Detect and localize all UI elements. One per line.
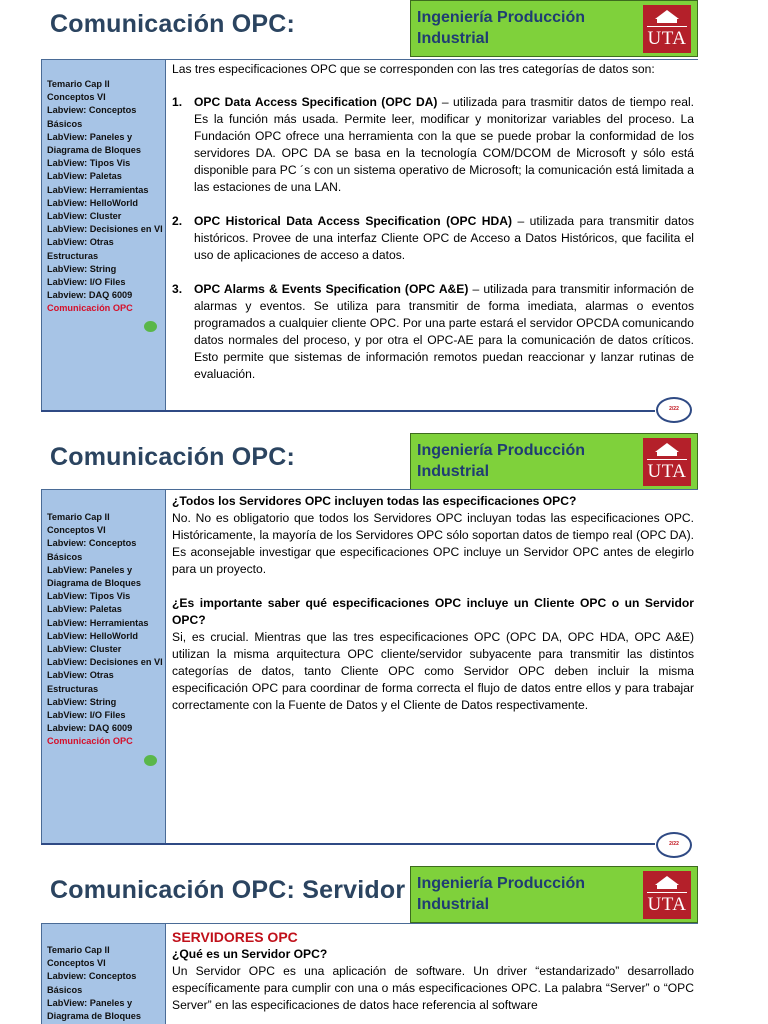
brand-text: Ingeniería Producción Industrial <box>417 875 586 913</box>
menu-list <box>47 511 163 749</box>
slide-title: Comunicación OPC: Servidor <box>50 876 406 904</box>
menu-item[interactable]: LabView: Tipos Vis <box>47 591 131 602</box>
menu-item[interactable]: LabView: Herramientas <box>47 184 149 195</box>
uta-logo: UTA <box>643 438 691 486</box>
slide-1 <box>0 0 768 433</box>
uta-logo: UTA <box>643 871 691 919</box>
menu-item[interactable]: Conceptos VI <box>47 958 106 969</box>
sidebar-menu <box>41 924 166 1024</box>
menu-item[interactable]: Labview: Conceptos Básicos <box>47 538 137 562</box>
slide-title: Comunicación OPC: <box>50 443 296 471</box>
menu-item[interactable]: LabView: Cluster <box>47 211 122 222</box>
menu-item[interactable]: LabView: Tipos Vis <box>47 158 131 169</box>
section-heading: SERVIDORES OPC <box>172 929 298 945</box>
answer: No. No es obligatorio que todos los Servidores OPC incluyan todas las especificaciones OPC. Históricamente, la mayoría de los Servidores OPC sólo soportan datos de tiempo real (OPC DA). Es aconsejable investigar que especificaciones OPC incluye un Servidor OPC antes de elegirlo para un proyecto. <box>172 511 694 576</box>
menu-item[interactable]: Conceptos VI <box>47 92 106 103</box>
menu-item[interactable]: Conceptos VI <box>47 525 106 536</box>
question: ¿Todos los Servidores OPC incluyen todas las especificaciones OPC? <box>172 494 577 508</box>
menu-item[interactable]: LabView: Cluster <box>47 644 122 655</box>
menu-item[interactable]: LabView: String <box>47 263 117 274</box>
intro-text: Las tres especificaciones OPC que se corresponden con las tres categorías de datos son: <box>172 62 655 76</box>
menu-list <box>47 944 163 1023</box>
active-indicator <box>144 755 157 766</box>
list-item: 1. OPC Data Access Specification (OPC DA) – utilizada para trasmitir datos de tiempo real. Es la función más usada. Permite leer, modificar y monitorizar variables del proceso. La Fundación OPC ofrece una herramienta con la que se puede probar la conformidad de los servidores DA. OPC DA se basa en la tecnología COM/DCOM de Microsoft y sólo está disponible para PC ´s con un sistema operativo de Microsoft; la comunicación está limitada a las estaciones de una LAN. <box>172 95 694 194</box>
menu-item[interactable]: Temario Cap II <box>47 512 110 522</box>
menu-item[interactable]: LabView: String <box>47 696 117 707</box>
answer: Si, es crucial. Mientras que las tres especificaciones OPC (OPC DA, OPC HDA, OPC A&E) utilizan la misma arquitectura OPC cliente/servidor subyacente para transmitir las distintos categorías de datos, tanto Cliente OPC como Servidor OPC deben incluir la misma especificación OPC para coordinar de forma correcta el flujo de datos entre ellos y para trabajar correctamente con la Fuente de Datos y el Cliente de Datos respectivamente. <box>172 630 694 712</box>
page-number: 2/22 <box>656 397 692 423</box>
sidebar-menu <box>41 490 166 844</box>
menu-item[interactable]: Temario Cap II <box>47 945 110 955</box>
brand-box <box>410 433 698 490</box>
menu-item[interactable]: LabView: Paletas <box>47 171 122 182</box>
menu-item[interactable]: LabView: I/O Files <box>47 710 126 721</box>
menu-item[interactable]: LabView: Herramientas <box>47 617 149 628</box>
menu-item[interactable]: Labview: DAQ 6009 <box>47 723 133 734</box>
sidebar-menu <box>41 60 166 411</box>
active-indicator <box>144 321 157 332</box>
menu-item[interactable]: LabView: Otras Estructuras <box>47 237 114 261</box>
menu-item[interactable]: LabView: Decisiones en VI <box>47 224 163 235</box>
menu-item[interactable]: LabView: HelloWorld <box>47 197 139 208</box>
slide-title: Comunicación OPC: <box>50 10 296 38</box>
brand-box <box>410 0 698 57</box>
brand-text: Ingeniería Producción Industrial <box>417 9 586 47</box>
menu-item[interactable]: LabView: HelloWorld <box>47 630 139 641</box>
brand-text: Ingeniería Producción Industrial <box>417 442 586 480</box>
list-item: 2. OPC Historical Data Access Specification (OPC HDA) – utilizada para transmitir datos históricos. Provee de una interfaz Cliente OPC de Acceso a Datos Históricos, que facilita el uso de aplicaciones de acceso a datos. <box>172 214 694 262</box>
slide-content <box>172 493 694 714</box>
menu-item[interactable]: LabView: Paneles y Diagrama de Bloques <box>47 997 141 1022</box>
menu-item[interactable]: LabView: I/O Files <box>47 277 126 288</box>
slide-3 <box>0 866 768 1024</box>
menu-list <box>47 78 163 316</box>
menu-item[interactable]: Temario Cap II <box>47 79 110 89</box>
menu-item[interactable]: LabView: Paneles y Diagrama de Bloques <box>47 564 141 589</box>
menu-item[interactable]: LabView: Otras Estructuras <box>47 670 114 694</box>
menu-item-active[interactable]: Comunicación OPC <box>47 303 133 314</box>
slide-2 <box>0 433 768 866</box>
brand-box <box>410 866 698 923</box>
menu-item[interactable]: LabView: Paletas <box>47 604 122 615</box>
menu-item[interactable]: LabView: Paneles y Diagrama de Bloques <box>47 131 141 156</box>
slide-content <box>172 61 694 383</box>
question: ¿Es importante saber qué especificaciones OPC incluye un Cliente OPC o un Servidor OPC? <box>172 596 694 627</box>
menu-item-active[interactable]: Comunicación OPC <box>47 736 133 747</box>
answer: Un Servidor OPC es una aplicación de software. Un driver “estandarizado” desarrollado específicamente para cumplir con una o más especificaciones OPC. La palabra “Server” o “OPC Server” en las especificaciones de datos hace referencia al software <box>172 964 694 1012</box>
uta-logo: UTA <box>643 5 691 53</box>
page-number: 2/22 <box>656 832 692 858</box>
menu-item[interactable]: LabView: Decisiones en VI <box>47 657 163 668</box>
menu-item[interactable]: Labview: DAQ 6009 <box>47 290 133 301</box>
question: ¿Qué es un Servidor OPC? <box>172 947 328 961</box>
menu-item[interactable]: Labview: Conceptos Básicos <box>47 971 137 995</box>
slide-content <box>172 929 694 1014</box>
list-item: 3. OPC Alarms & Events Specification (OPC A&E) – utilizada para transmitir información de alarmas y eventos. Se utiliza para transmitir de forma imediata, alarmas o eventos programados a cualquier cliente OPC. Por una parte estará el servidor OPCDA comunicando datos normales del proceso, y por otra el OPC-AE para la comunicación de datos críticos. Esto permite que sistemas de información remotos puedan reaccionar y lanzar rutinas de evaluación. <box>172 282 694 381</box>
menu-item[interactable]: Labview: Conceptos Básicos <box>47 105 137 129</box>
